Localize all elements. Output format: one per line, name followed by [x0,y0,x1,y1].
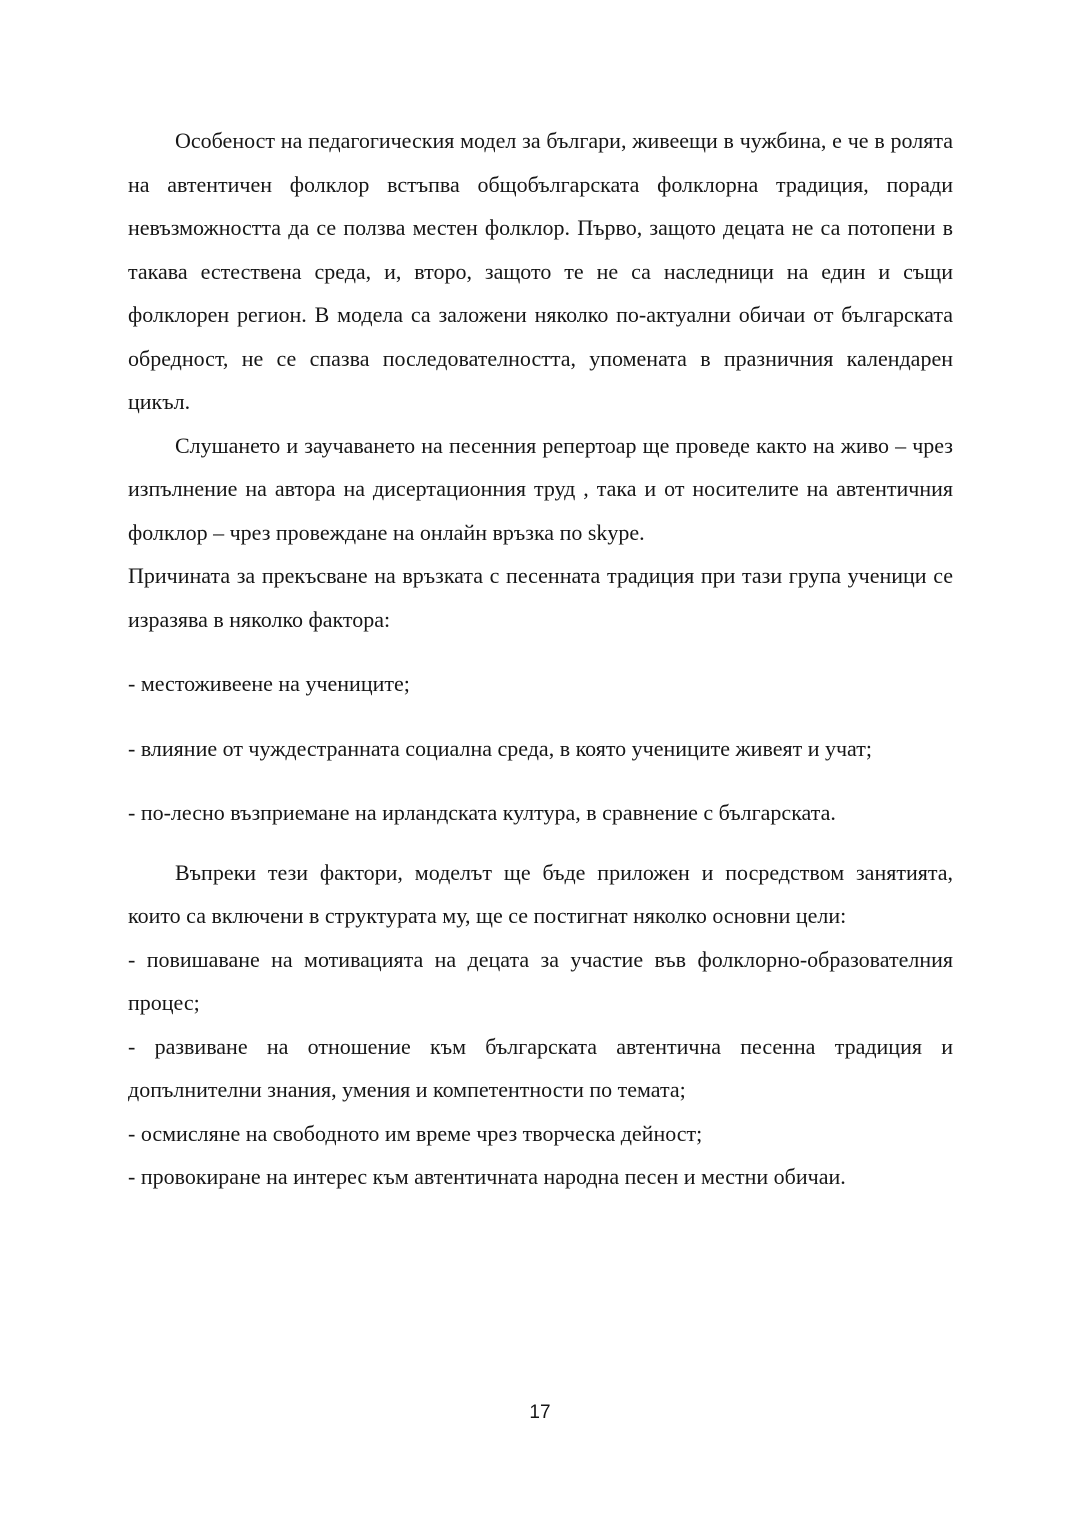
page-number: 17 [529,1402,551,1423]
goal-item-attitude-knowledge: - развиване на отношение към българската автентична песенна традиция и допълнителни знания, умения и компетентности по темата; [128,1033,953,1102]
goal-item-free-time: - осмисляне на свободното им време чрез творческа дейност; [128,1120,703,1146]
paragraph-goals-intro: Въпреки тези фактори, моделът ще бъде приложен и посредством занятията, които са включени в структурата му, ще се постигнат няколко основни цели: [128,859,953,928]
factor-item-residence: - местоживеене на учениците; [128,671,410,696]
goal-item-interest: - провокиране на интерес към автентичната народна песен и местни обичаи. [128,1164,846,1189]
factor-item-foreign-environment: - влияние от чуждестранната социална среда, в която учениците живеят и учат; [128,735,872,761]
factor-item-irish-culture: - по-лесно възприемане на ирландската култура, в сравнение с българската. [128,800,836,825]
paragraph-listening-learning: Слушането и заучаването на песенния репертоар ще проведе както на живо – чрез изпълнение на автора на дисертационния труд , така и от носителите на автентичния фолклор – чрез провеждане на онлайн връзка по skype. [128,432,953,545]
paragraph-pedagogical-model: Особеност на педагогическия модел за българи, живеещи в чужбина, е че в ролята на автентичен фолклор встъпва общобългарската фолклорна традиция, поради невъзможността да се ползва местен фолклор. Първо, защото децата не са потопени в такава естествена среда, и, второ, защото те не са наследници на един и същи фолклорен регион. В модела са заложени няколко по-актуални обичаи от българската обредност, не се спазва последователността, упомената в празничния календарен цикъл. [128,128,953,414]
paragraph-reason-intro: Причината за прекъсване на връзката с песенната традиция при тази група ученици се изразява в няколко фактора: [128,563,953,632]
goal-item-motivation: - повишаване на мотивацията на децата за участие във фолклорно-образователния процес; [128,946,953,1015]
